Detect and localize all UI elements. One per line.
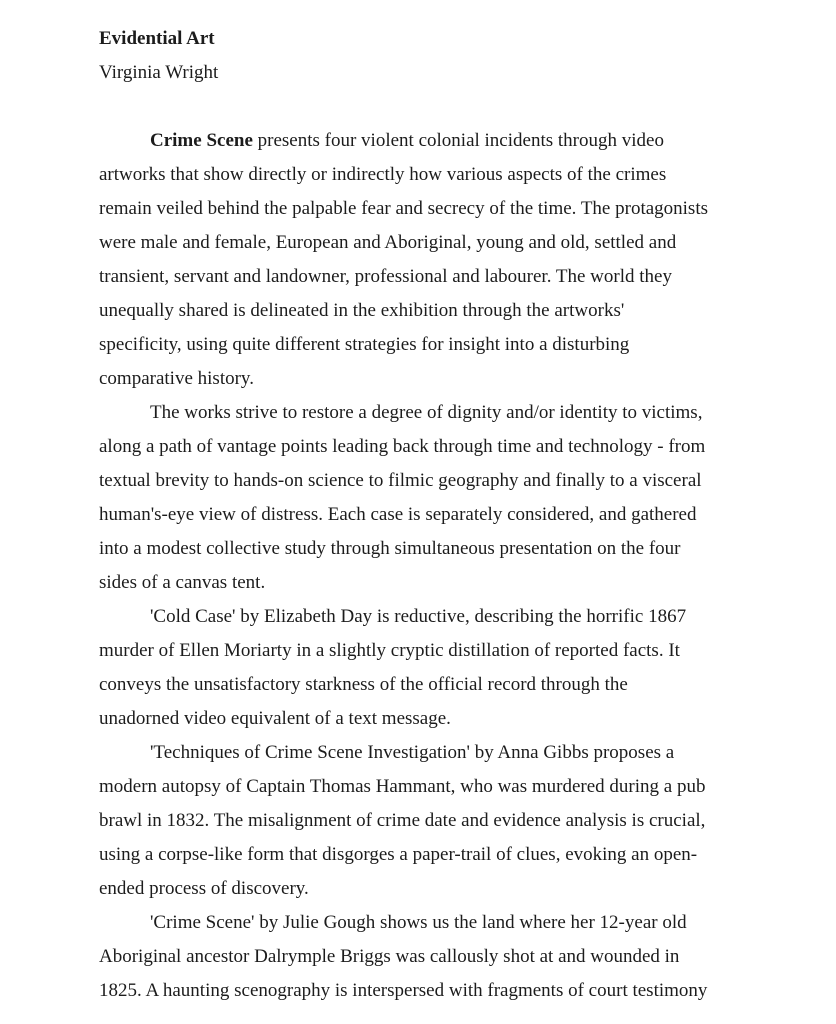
paragraph-3-line-1: 'Cold Case' by Elizabeth Day is reductive, describing the horrific 1867 xyxy=(150,606,687,627)
paragraph-5-line-3: 1825. A haunting scenography is interspersed with fragments of court testimony xyxy=(99,980,708,1001)
paragraph-1-line-7: specificity, using quite different strategies for insight into a disturbing xyxy=(99,334,630,355)
document-title: Evidential Art xyxy=(99,28,215,49)
paragraph-1-line-3: remain veiled behind the palpable fear and secrecy of the time. The protagonists xyxy=(99,198,709,219)
paragraph-4-line-4: using a corpse-like form that disgorges a paper-trail of clues, evoking an open- xyxy=(99,844,698,865)
paragraph-1-line-6: unequally shared is delineated in the exhibition through the artworks' xyxy=(99,300,625,321)
paragraph-1-line-8: comparative history. xyxy=(99,368,254,389)
paragraph-4-line-3: brawl in 1832. The misalignment of crime date and evidence analysis is crucial, xyxy=(99,810,706,831)
paragraph-1-line-1 xyxy=(99,124,746,158)
document-author: Virginia Wright xyxy=(99,62,219,83)
paragraph-2-line-5: into a modest collective study through simultaneous presentation on the four xyxy=(99,538,681,559)
blank-line xyxy=(99,90,746,124)
paragraph-5-line-2: Aboriginal ancestor Dalrymple Briggs was callously shot at and wounded in xyxy=(99,946,680,967)
paragraph-2-line-3: textual brevity to hands-on science to filmic geography and finally to a visceral xyxy=(99,470,702,491)
paragraph-1-line-2: artworks that show directly or indirectly how various aspects of the crimes xyxy=(99,164,667,185)
paragraph-2-line-1: The works strive to restore a degree of dignity and/or identity to victims, xyxy=(150,402,703,423)
paragraph-4-line-1: 'Techniques of Crime Scene Investigation' by Anna Gibbs proposes a xyxy=(150,742,675,763)
paragraph-5-line-1: 'Crime Scene' by Julie Gough shows us the land where her 12-year old xyxy=(150,912,687,933)
bold-lead-text: Crime Scene xyxy=(150,130,253,151)
paragraph-1-line-4: were male and female, European and Aboriginal, young and old, settled and xyxy=(99,232,677,253)
paragraph-2-line-6: sides of a canvas tent. xyxy=(99,572,266,593)
paragraph-4-line-2: modern autopsy of Captain Thomas Hammant, who was murdered during a pub xyxy=(99,776,706,797)
paragraph-2-line-2: along a path of vantage points leading back through time and technology - from xyxy=(99,436,706,457)
paragraph-3-line-3: conveys the unsatisfactory starkness of the official record through the xyxy=(99,674,628,695)
paragraph-2-line-4: human's-eye view of distress. Each case is separately considered, and gathered xyxy=(99,504,697,525)
paragraph-3-line-2: murder of Ellen Moriarty in a slightly cryptic distillation of reported facts. It xyxy=(99,640,680,661)
text-run: presents four violent colonial incidents through video xyxy=(252,130,664,151)
paragraph-3-line-4: unadorned video equivalent of a text message. xyxy=(99,708,451,729)
paragraph-4-line-5: ended process of discovery. xyxy=(99,878,309,899)
paragraph-1-line-5: transient, servant and landowner, professional and labourer. The world they xyxy=(99,266,672,287)
